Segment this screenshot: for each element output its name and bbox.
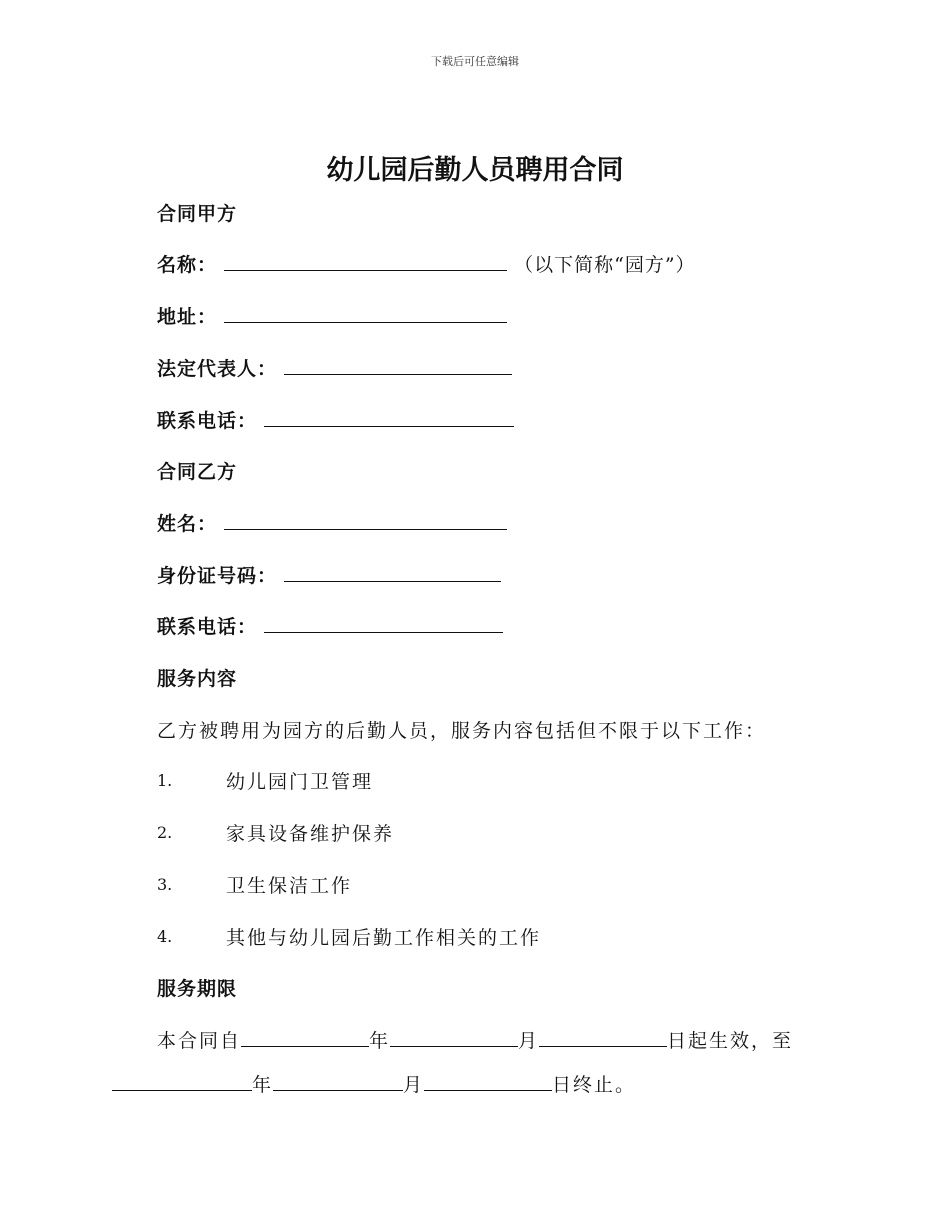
party-b-heading: 合同乙方 (157, 461, 238, 483)
party-a-rep-row (157, 354, 512, 381)
term-year-text: 年 (369, 1030, 391, 1052)
end-month-blank[interactable] (273, 1072, 403, 1091)
service-intro: 乙方被聘用为园方的后勤人员，服务内容包括但不限于以下工作： (157, 720, 767, 742)
party-a-name-blank[interactable] (224, 252, 507, 271)
party-a-rep-label: 法定代表人： (157, 358, 278, 380)
start-month-blank[interactable] (390, 1028, 518, 1047)
party-b-name-blank[interactable] (224, 511, 507, 530)
party-a-name-suffix: （以下简称“园方”） (514, 254, 696, 276)
service-item-text: 其他与幼儿园后勤工作相关的工作 (226, 927, 542, 949)
end-year-blank[interactable] (112, 1072, 252, 1091)
term-year-text: 年 (252, 1074, 274, 1096)
party-a-heading: 合同甲方 (157, 203, 238, 225)
service-item-number: 3. (157, 875, 173, 894)
party-a-address-label: 地址： (157, 306, 218, 328)
term-month-text: 月 (403, 1074, 425, 1096)
service-item-number: 4. (157, 927, 173, 946)
party-a-phone-label: 联系电话： (157, 410, 258, 432)
service-item-number: 2. (157, 823, 173, 842)
term-line-2 (112, 1070, 636, 1097)
start-year-blank[interactable] (241, 1028, 369, 1047)
document-title: 幼儿园后勤人员聘用合同 (326, 155, 624, 186)
term-month-text: 月 (518, 1030, 540, 1052)
party-a-rep-blank[interactable] (284, 356, 512, 375)
party-a-address-blank[interactable] (224, 304, 507, 323)
service-item-number: 1. (157, 771, 173, 790)
term-heading: 服务期限 (157, 978, 238, 1000)
party-b-phone-blank[interactable] (264, 614, 503, 633)
service-item-text: 幼儿园门卫管理 (226, 771, 374, 793)
party-b-id-row (157, 561, 501, 588)
party-b-id-blank[interactable] (284, 563, 501, 582)
party-b-phone-row (157, 612, 503, 639)
party-a-phone-blank[interactable] (264, 408, 514, 427)
service-heading: 服务内容 (157, 668, 238, 690)
page-header-note: 下载后可任意编辑 (431, 55, 519, 68)
term-end-text: 日终止。 (552, 1074, 637, 1096)
end-day-blank[interactable] (424, 1072, 552, 1091)
party-b-id-label: 身份证号码： (157, 565, 278, 587)
party-b-phone-label: 联系电话： (157, 616, 258, 638)
term-effective-text: 日起生效，至 (667, 1030, 794, 1052)
service-item-text: 家具设备维护保养 (226, 823, 395, 845)
party-a-name-label: 名称： (157, 254, 218, 276)
start-day-blank[interactable] (539, 1028, 667, 1047)
party-a-address-row (157, 302, 507, 329)
party-a-name-row (157, 250, 696, 277)
party-a-phone-row (157, 406, 514, 433)
party-b-name-label: 姓名： (157, 513, 218, 535)
service-item-text: 卫生保洁工作 (226, 875, 353, 897)
party-b-name-row (157, 509, 507, 536)
term-line-1 (157, 1026, 793, 1053)
term-start-text: 本合同自 (157, 1030, 242, 1052)
